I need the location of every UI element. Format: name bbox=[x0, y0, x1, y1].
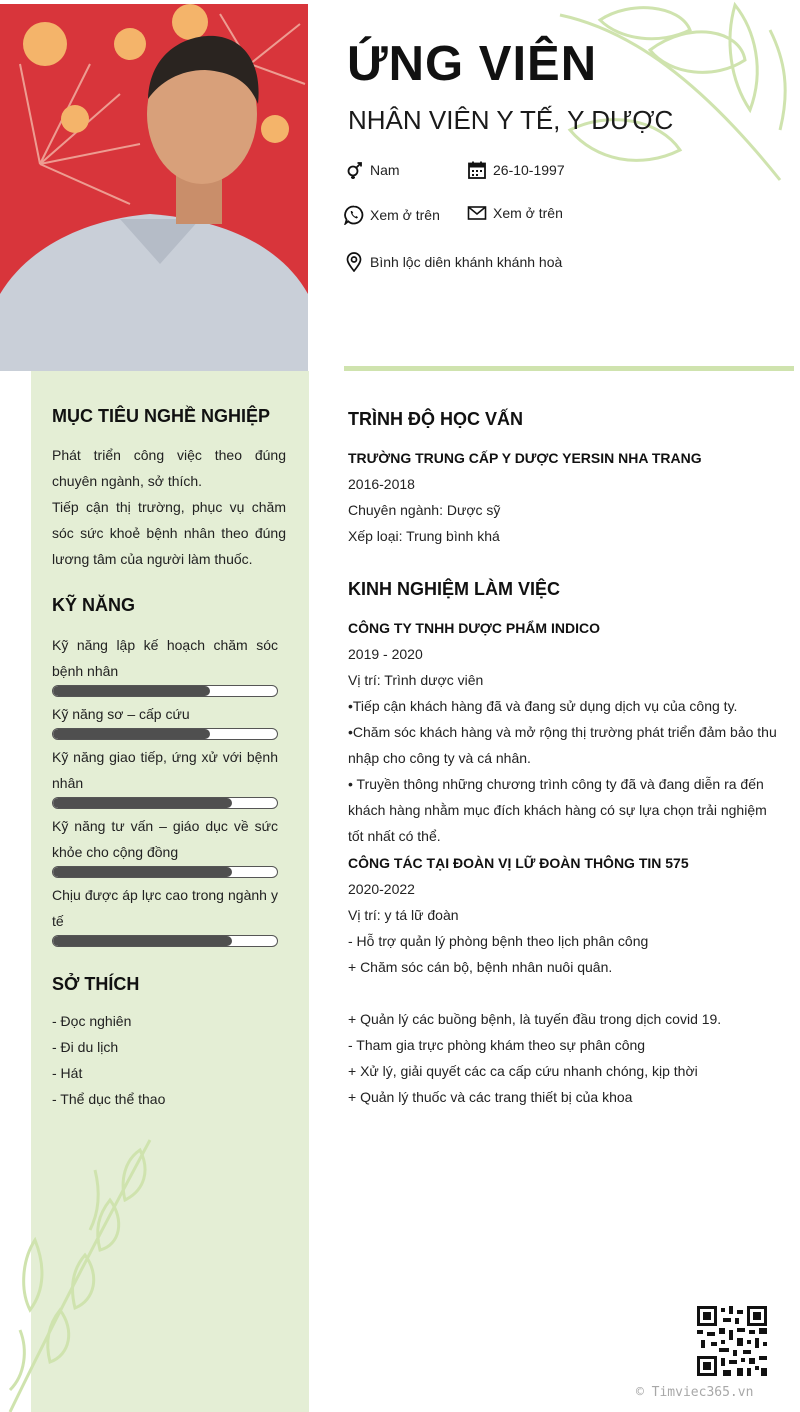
hobby-item: - Đọc nghiên bbox=[52, 1013, 132, 1029]
skill-item bbox=[52, 882, 278, 947]
education-grade: Xếp loại: Trung bình khá bbox=[348, 528, 500, 544]
job-period: 2019 - 2020 bbox=[348, 646, 423, 662]
skill-item bbox=[52, 701, 278, 740]
decorative-leaf-bottom bbox=[0, 1130, 170, 1412]
skill-item bbox=[52, 813, 278, 878]
gender-icon bbox=[344, 160, 364, 180]
job-line: •Tiếp cận khách hàng đã và đang sử dụng dịch vụ của công ty. bbox=[348, 698, 738, 714]
experience-job-2 bbox=[348, 850, 778, 1110]
job-period: 2020-2022 bbox=[348, 881, 415, 897]
job-line: + Quản lý các buồng bệnh, là tuyến đầu trong dịch covid 19. bbox=[348, 1011, 722, 1027]
photo-illustration bbox=[0, 4, 308, 371]
objective-text bbox=[52, 442, 286, 572]
skill-item bbox=[52, 744, 278, 809]
hobby-item: - Thể dục thể thao bbox=[52, 1091, 166, 1107]
watermark: © Timviec365.vn bbox=[636, 1385, 754, 1400]
objective-line: Phát triển công việc theo đúng chuyên ngành, sở thích. bbox=[52, 447, 286, 489]
skill-bar-fill bbox=[53, 686, 210, 696]
hobbies-list bbox=[52, 1008, 286, 1112]
education-school: TRƯỜNG TRUNG CẤP Y DƯỢC YERSIN NHA TRANG bbox=[348, 450, 702, 466]
envelope-icon bbox=[467, 203, 487, 223]
header-divider bbox=[344, 366, 794, 371]
skill-label: Chịu được áp lực cao trong ngành y tế bbox=[52, 887, 278, 929]
info-email bbox=[467, 203, 563, 223]
hobbies-title: SỞ THÍCH bbox=[52, 974, 140, 994]
job-role: Vị trí: Trình dược viên bbox=[348, 672, 484, 688]
skill-bar bbox=[52, 728, 278, 740]
objective-title: MỤC TIÊU NGHỀ NGHIỆP bbox=[52, 406, 271, 426]
calendar-icon bbox=[467, 160, 487, 180]
info-gender bbox=[344, 160, 400, 180]
job-line: •Chăm sóc khách hàng và mở rộng thị trường phát triển đảm bảo thu nhập cho công ty và cá nhân. bbox=[348, 724, 777, 766]
job-company: CÔNG TÁC TẠI ĐOÀN VỊ LỮ ĐOÀN THÔNG TIN 575 bbox=[348, 855, 689, 871]
hobby-item: - Hát bbox=[52, 1065, 83, 1081]
birthday-value: 26-10-1997 bbox=[493, 162, 565, 178]
skill-label: Kỹ năng giao tiếp, ứng xử với bệnh nhân bbox=[52, 749, 278, 791]
skill-bar bbox=[52, 866, 278, 878]
skill-bar-fill bbox=[53, 867, 232, 877]
skill-item bbox=[52, 632, 278, 697]
skill-bar-fill bbox=[53, 936, 232, 946]
skill-bar bbox=[52, 935, 278, 947]
job-line: - Hỗ trợ quản lý phòng bệnh theo lịch phân công bbox=[348, 933, 649, 949]
candidate-position: NHÂN VIÊN Y TẾ, Y DƯỢC bbox=[348, 105, 674, 135]
skill-bar bbox=[52, 797, 278, 809]
skill-label: Kỹ năng sơ – cấp cứu bbox=[52, 706, 190, 722]
job-role: Vị trí: y tá lữ đoàn bbox=[348, 907, 459, 923]
job-line: + Quản lý thuốc và các trang thiết bị của khoa bbox=[348, 1089, 633, 1105]
whatsapp-icon bbox=[344, 205, 364, 225]
address-value: Bình lộc diên khánh khánh hoà bbox=[370, 254, 563, 270]
info-address bbox=[344, 252, 562, 272]
education-title: TRÌNH ĐỘ HỌC VẤN bbox=[348, 409, 523, 429]
skill-label: Kỹ năng tư vấn – giáo dục về sức khỏe cho cộng đồng bbox=[52, 818, 278, 860]
experience-job-1 bbox=[348, 615, 778, 849]
skill-bar-fill bbox=[53, 798, 232, 808]
job-line-spacer bbox=[348, 980, 778, 1006]
gender-value: Nam bbox=[370, 162, 400, 178]
candidate-name: ỨNG VIÊN bbox=[347, 37, 598, 91]
hobby-item: - Đi du lịch bbox=[52, 1039, 119, 1055]
job-line: + Xử lý, giải quyết các ca cấp cứu nhanh chóng, kịp thời bbox=[348, 1063, 698, 1079]
job-line: + Chăm sóc cán bộ, bệnh nhân nuôi quân. bbox=[348, 959, 613, 975]
location-pin-icon bbox=[344, 252, 364, 272]
education-block bbox=[348, 445, 778, 549]
info-birthday bbox=[467, 160, 565, 180]
experience-title: KINH NGHIỆM LÀM VIỆC bbox=[348, 579, 561, 599]
objective-line: Tiếp cận thị trường, phục vụ chăm sóc sức khoẻ bệnh nhân theo đúng lương tâm của người làm thuốc. bbox=[52, 499, 286, 567]
job-company: CÔNG TY TNHH DƯỢC PHẨM INDICO bbox=[348, 620, 600, 636]
decorative-leaf-top bbox=[540, 0, 800, 200]
info-phone bbox=[344, 205, 440, 225]
candidate-photo bbox=[0, 4, 308, 371]
skill-bar-fill bbox=[53, 729, 210, 739]
education-major: Chuyên ngành: Dược sỹ bbox=[348, 502, 501, 518]
job-line: - Tham gia trực phòng khám theo sự phân công bbox=[348, 1037, 646, 1053]
qr-code-icon bbox=[697, 1306, 767, 1376]
phone-value: Xem ở trên bbox=[370, 207, 440, 223]
skill-label: Kỹ năng lập kế hoạch chăm sóc bệnh nhân bbox=[52, 637, 278, 679]
skill-bar bbox=[52, 685, 278, 697]
job-line: • Truyền thông những chương trình công ty đã và đang diễn ra đến khách hàng nhằm mục đích khách hàng có sự lựa chọn trải nghiệm tốt nhất có thể. bbox=[348, 776, 767, 844]
email-value: Xem ở trên bbox=[493, 205, 563, 221]
skills-title: KỸ NĂNG bbox=[52, 595, 136, 615]
education-period: 2016-2018 bbox=[348, 476, 415, 492]
